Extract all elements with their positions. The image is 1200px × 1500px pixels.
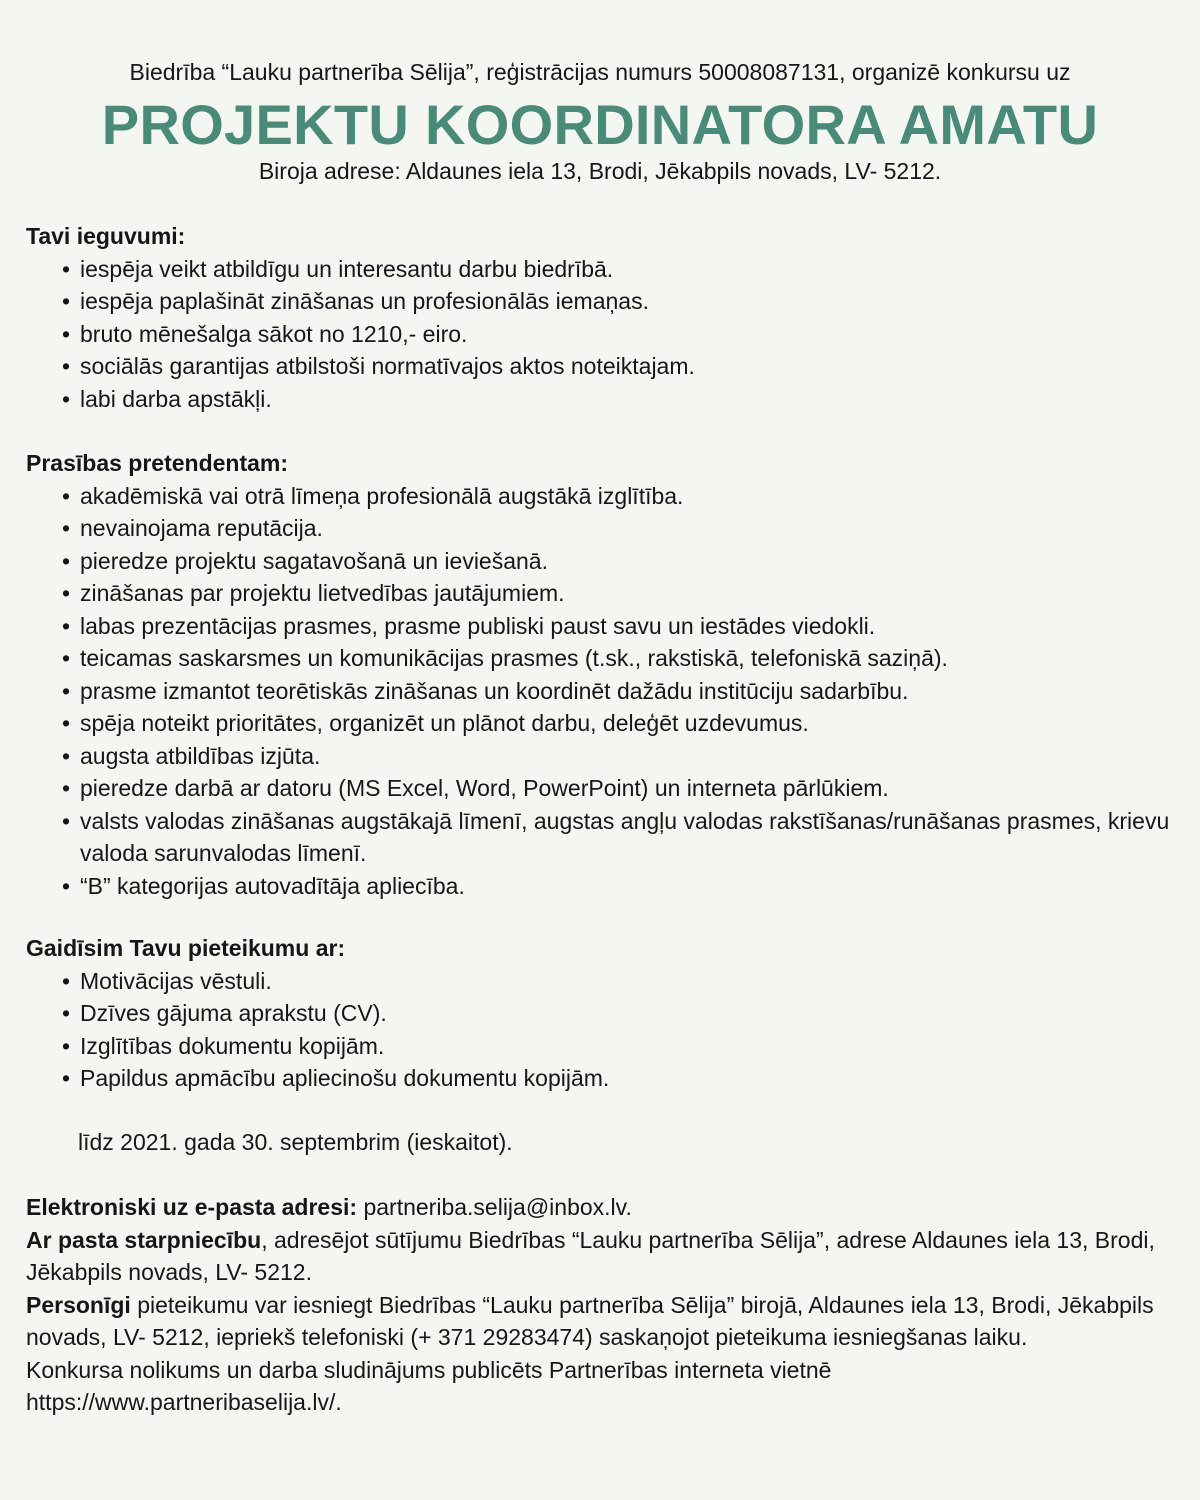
benefits-section [26,220,1176,415]
office-address: Biroja adrese: Aldaunes iela 13, Brodi, Jēkabpils novads, LV- 5212. [258,158,942,184]
documents-section [26,932,1176,1095]
website-url: https://www.partneribaselija.lv/. [26,1389,342,1415]
bullet-icon: • [62,482,71,509]
bullet-icon: • [62,710,71,736]
bullet-icon: • [62,1032,71,1059]
email-address: partneriba.selija@inbox.lv. [357,1194,632,1220]
list-item: • teicamas saskarsmes un komunikācijas prasmes (t.sk., rakstiskā, telefoniskā saziņā). [62,642,1176,675]
bullet-icon: • [62,872,71,899]
requirements-section [26,447,1176,902]
email-label: Elektroniski uz e-pasta adresi: [26,1194,358,1220]
bullet-icon: • [62,807,71,834]
list-item: • bruto mēnešalga sākot no 1210,- eiro. [62,318,1176,351]
personal-line [26,1289,1176,1354]
list-item: • Motivācijas vēstuli. [62,965,1176,998]
bullet-icon: • [62,645,71,671]
email-line [26,1191,1176,1224]
list-item: • valsts valodas zināšanas augstākajā līmenī, augstas angļu valodas rakstīšanas/runāšanas prasmes, krievu valoda sarunvalodas līmenī. [62,805,1176,870]
list-item: • augsta atbildības izjūta. [62,740,1176,773]
list-item: • Dzīves gājuma aprakstu (CV). [62,997,1176,1030]
bullet-icon: • [62,320,71,347]
benefits-heading: Tavi ieguvumi: [26,223,186,249]
list-item: • Izglītības dokumentu kopijām. [62,1030,1176,1063]
bullet-icon: • [62,580,71,606]
requirements-list [26,480,1176,903]
post-text: , adresējot sūtījumu Biedrības “Lauku partnerība Sēlija”, adrese Aldaunes iela 13, Brodi, Jēkabpils novads, LV- 5212. [26,1226,1155,1285]
personal-text: pieteikumu var iesniegt Biedrības “Lauku partnerība Sēlija” birojā, Aldaunes iela 13, Brodi, Jēkabpils novads, LV- 5212, iepriekš telefoniski (+ 371 29283474) saskaņojot pieteikuma iesniegšanas laiku. [26,1291,1154,1350]
intro-text: Biedrība “Lauku partnerība Sēlija”, reģistrācijas numurs 50008087131, organizē konkursu uz [129,59,1071,85]
requirements-heading: Prasības pretendentam: [26,450,289,476]
bullet-icon: • [62,612,71,639]
documents-heading: Gaidīsim Tavu pieteikumu ar: [26,935,346,961]
list-item: • iespēja veikt atbildīgu un interesantu darbu biedrībā. [62,253,1176,286]
website-line: Konkursa nolikums un darba sludinājums publicēts Partnerības interneta vietnē [26,1356,832,1383]
list-item: • pieredze darbā ar datoru (MS Excel, Word, PowerPoint) un interneta pārlūkiem. [62,772,1176,805]
list-item: • sociālās garantijas atbilstoši normatīvajos aktos noteiktajam. [62,350,1176,383]
list-item: • labi darba apstākļi. [62,383,1176,416]
post-line [26,1224,1176,1289]
bullet-icon: • [62,515,71,541]
bullet-icon: • [62,353,71,379]
post-label: Ar pasta starpniecību [26,1226,262,1253]
bullet-icon: • [62,967,71,994]
list-item: • nevainojama reputācija. [62,512,1176,545]
personal-label: Personīgi [26,1291,131,1318]
bullet-icon: • [62,1065,71,1091]
documents-list [26,965,1176,1095]
benefits-list [26,253,1176,416]
list-item: • iespēja paplašināt zināšanas un profesionālās iemaņas. [62,285,1176,318]
bullet-icon: • [62,255,71,282]
list-item: • labas prezentācijas prasmes, prasme publiski paust savu un iestādes viedokli. [62,610,1176,643]
bullet-icon: • [62,385,71,412]
contact-section [26,1191,1176,1419]
list-item: • pieredze projektu sagatavošanā un ieviešanā. [62,545,1176,578]
list-item: • “B” kategorijas autovadītāja apliecība. [62,870,1176,903]
bullet-icon: • [62,288,71,314]
list-item: • zināšanas par projektu lietvedības jautājumiem. [62,577,1176,610]
list-item: • Papildus apmācību apliecinošu dokumentu kopijām. [62,1062,1176,1095]
bullet-icon: • [62,775,71,801]
list-item: • akadēmiskā vai otrā līmeņa profesionālā augstākā izglītība. [62,480,1176,513]
bullet-icon: • [62,547,71,574]
page-title: PROJEKTU KOORDINATORA AMATU [101,93,1099,156]
list-item: • prasme izmantot teorētiskās zināšanas un koordinēt dažādu institūciju sadarbību. [62,675,1176,708]
bullet-icon: • [62,742,71,769]
bullet-icon: • [62,1000,71,1026]
application-deadline: līdz 2021. gada 30. septembrim (ieskaitot). [78,1129,513,1155]
list-item: • spēja noteikt prioritātes, organizēt un plānot darbu, deleģēt uzdevumus. [62,707,1176,740]
bullet-icon: • [62,677,71,704]
